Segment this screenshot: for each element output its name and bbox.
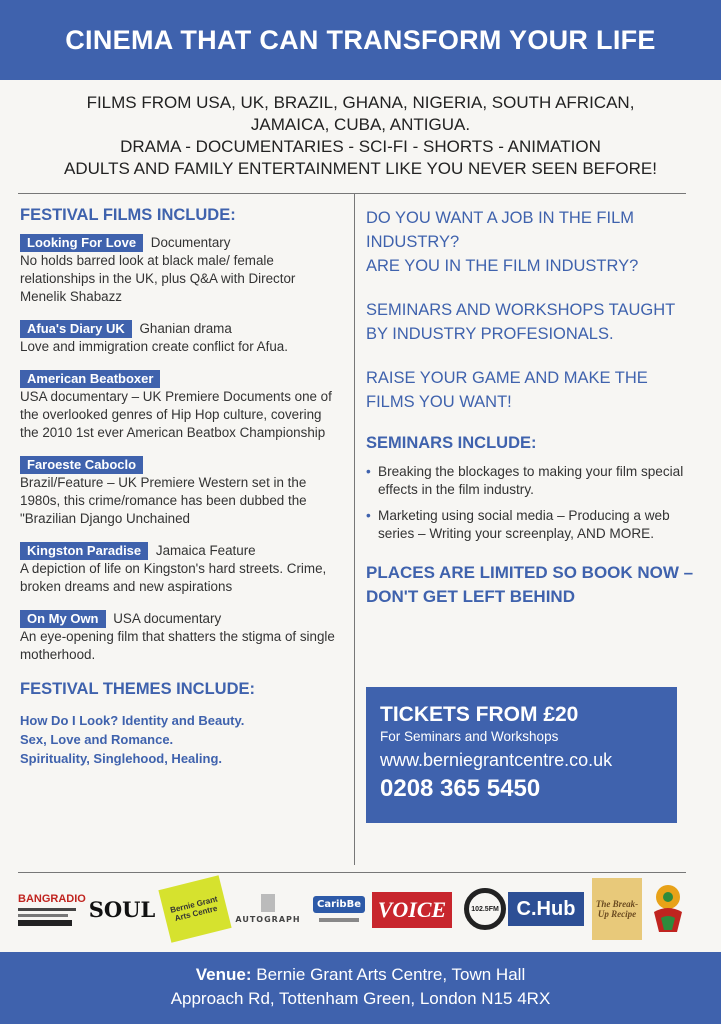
film-title: Looking For Love: [20, 234, 143, 252]
bullet-icon: •: [366, 508, 371, 523]
theme-item: Sex, Love and Romance.: [20, 732, 174, 747]
film-title: American Beatboxer: [20, 370, 160, 388]
tickets-heading: TICKETS FROM £20: [380, 703, 579, 726]
column-divider: [354, 193, 355, 865]
venue-label: Venue:: [195, 965, 252, 984]
film-title: On My Own: [20, 610, 106, 628]
voice-logo-text: VOICE: [377, 897, 447, 922]
film-item: [20, 320, 342, 356]
sponsor-logos: [18, 878, 690, 942]
tickets-box: [366, 687, 677, 823]
film-genre: Ghanian drama: [139, 321, 232, 336]
seminar-bullet: [366, 507, 696, 543]
film-description: No holds barred look at black male/ female relationships in the UK, plus Q&A with Director Menelik Shabazz: [20, 253, 296, 304]
raise-text: RAISE YOUR GAME AND MAKE THE FILMS YOU WANT!: [366, 369, 648, 411]
seminars-heading: SEMINARS INCLUDE:: [366, 434, 537, 452]
film-item: [20, 234, 342, 306]
phone-number: 0208 365 5450: [380, 775, 541, 802]
divider: [18, 872, 686, 873]
intro-line: JAMAICA, CUBA, ANTIGUA.: [250, 115, 471, 134]
festival-films-heading: FESTIVAL FILMS INCLUDE:: [20, 206, 236, 224]
film-item: [20, 456, 342, 528]
seminars-column: [366, 206, 696, 609]
film-item: [20, 370, 342, 442]
film-item: [20, 542, 342, 596]
heritage-logo: [648, 878, 688, 940]
film-genre: Documentary: [150, 235, 231, 250]
theme-item: How Do I Look? Identity and Beauty.: [20, 713, 245, 728]
seminar-text: Marketing using social media – Producing a web series – Writing your screenplay, AND MORE.: [378, 508, 670, 541]
bangradio-logo: [18, 878, 86, 940]
film-title: Kingston Paradise: [20, 542, 148, 560]
festival-themes-list: [20, 711, 342, 768]
banner-title: CINEMA THAT CAN TRANSFORM YOUR LIFE: [65, 24, 656, 55]
caribbe-logo: [310, 878, 368, 940]
film-description: USA documentary – UK Premiere Documents one of the overlooked genres of Hip Hop culture, covering the 2010 1st ever American Beatbox Championship: [20, 389, 332, 440]
divider: [18, 193, 686, 194]
intro-line: ADULTS AND FAMILY ENTERTAINMENT LIKE YOU NEVER SEEN BEFORE!: [64, 159, 657, 178]
caribbe-logo-text: CaribBe: [313, 896, 365, 913]
intro-line: DRAMA - DOCUMENTARIES - SCI-FI - SHORTS - ANIMATION: [120, 137, 601, 156]
radio-logo: [458, 878, 512, 940]
banner: [0, 0, 721, 80]
film-description: Love and immigration create conflict for Afua.: [20, 339, 288, 354]
venue-footer: [0, 952, 721, 1024]
festival-themes-heading: FESTIVAL THEMES INCLUDE:: [20, 680, 255, 698]
bangradio-logo-text: BANGRADIO: [18, 892, 86, 905]
chub-logo-text: C.Hub: [516, 897, 576, 920]
festival-films-column: [20, 206, 342, 768]
voice-logo: [372, 892, 452, 928]
soul-logo-text: SOUL: [88, 896, 156, 922]
seminars-text: SEMINARS AND WORKSHOPS TAUGHT BY INDUSTRY PROFESIONALS.: [366, 301, 675, 343]
autograph-logo: [230, 878, 306, 940]
industry-question: ARE YOU IN THE FILM INDUSTRY?: [366, 257, 639, 275]
intro-text: [20, 92, 701, 180]
film-description: Brazil/Feature – UK Premiere Western set in the 1980s, this crime/romance has been dubbed the "Brazilian Django Unchained: [20, 475, 307, 526]
film-genre: Jamaica Feature: [155, 543, 256, 558]
autograph-logo-text: AUTOGRAPH: [235, 915, 301, 924]
bullet-icon: •: [366, 464, 371, 479]
film-description: An eye-opening film that shatters the stigma of single motherhood.: [20, 629, 335, 662]
break-up-recipe-logo: [592, 878, 642, 940]
theme-item: Spirituality, Singlehood, Healing.: [20, 751, 222, 766]
seminar-bullet: [366, 463, 696, 499]
venue-address-line: Approach Rd, Tottenham Green, London N15 4RX: [170, 989, 551, 1008]
job-question: DO YOU WANT A JOB IN THE FILM INDUSTRY?: [366, 209, 635, 251]
venue-address-line: Bernie Grant Arts Centre, Town Hall: [256, 965, 526, 984]
film-title: Afua's Diary UK: [20, 320, 132, 338]
break-up-recipe-logo-text: The Break-Up Recipe: [595, 899, 639, 919]
website-link[interactable]: www.berniegrantcentre.co.uk: [380, 750, 613, 770]
film-title: Faroeste Caboclo: [20, 456, 143, 474]
heritage-icon: [649, 884, 687, 934]
film-description: A depiction of life on Kingston's hard streets. Crime, broken dreams and new aspirations: [20, 561, 327, 594]
chub-logo: [508, 892, 584, 926]
intro-line: FILMS FROM USA, UK, BRAZIL, GHANA, NIGERIA, SOUTH AFRICAN,: [86, 93, 635, 112]
places-limited-text: PLACES ARE LIMITED SO BOOK NOW – DON'T GET LEFT BEHIND: [366, 563, 694, 606]
seminar-text: Breaking the blockages to making your film special effects in the film industry.: [378, 464, 684, 497]
radio-logo-text: 102.5FM: [464, 888, 506, 930]
soul-logo: [86, 878, 158, 940]
bernie-grant-logo-text: Bernie Grant Arts Centre: [169, 894, 219, 924]
bernie-grant-logo: [158, 875, 231, 942]
tickets-subtext: For Seminars and Workshops: [380, 729, 559, 744]
film-genre: USA documentary: [113, 611, 222, 626]
film-item: [20, 610, 342, 664]
